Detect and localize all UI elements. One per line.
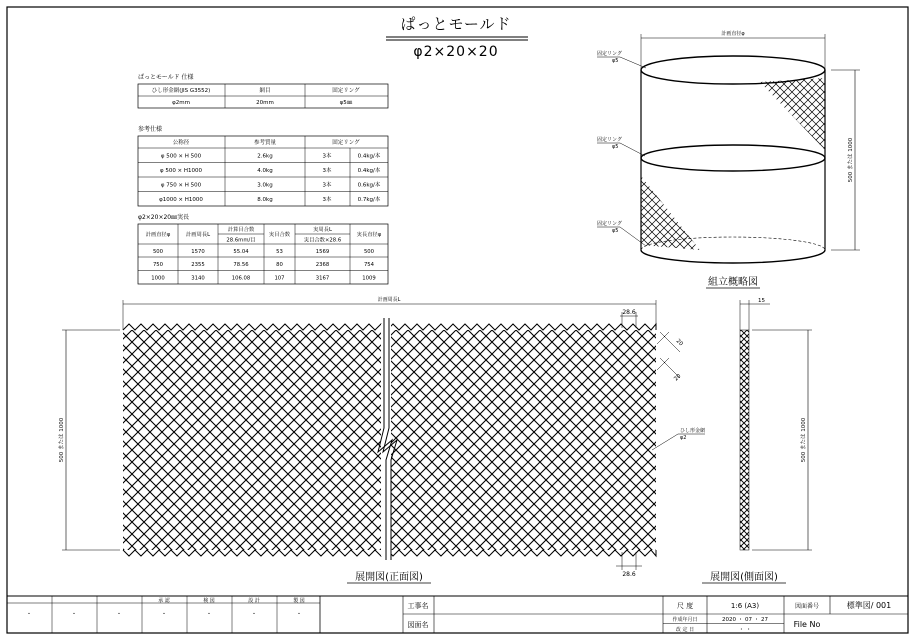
side-height-label: 500 または 1000 bbox=[801, 417, 807, 463]
front-width-label: 計画周長L bbox=[377, 297, 401, 303]
approval-dot: ・ bbox=[115, 611, 123, 618]
side-thickness-label: 15 bbox=[758, 298, 765, 304]
file-number-label: File No bbox=[793, 620, 821, 629]
calc-cell: 1000 bbox=[151, 275, 165, 282]
approval-dot: ・ bbox=[160, 611, 168, 618]
ref-cell: φ1000 × H1000 bbox=[159, 197, 203, 203]
scale-value: 1:6 (A3) bbox=[730, 602, 760, 610]
calc-header: 計算目合数 bbox=[227, 227, 255, 233]
approval-header: 製 図 bbox=[293, 598, 305, 604]
calc-cell: 754 bbox=[363, 262, 375, 268]
ref-header-size: 公称径 bbox=[172, 140, 190, 146]
ref-cell: 3.0kg bbox=[257, 182, 273, 189]
front-pitch-top: 28.6 bbox=[622, 309, 636, 316]
calc-cell: 106.08 bbox=[231, 275, 251, 282]
calc-header: 実目合数 bbox=[268, 232, 291, 238]
calc-cell: 1569 bbox=[315, 249, 330, 255]
calc-header: 実長直径φ bbox=[356, 232, 382, 238]
drawing-subtitle: φ2×20×20 bbox=[413, 44, 499, 60]
calc-cell: 1570 bbox=[191, 249, 205, 255]
ref-cell: 0.4kg/本 bbox=[357, 168, 381, 174]
ref-cell: 8.0kg bbox=[257, 197, 273, 203]
mesh-hatch-lower bbox=[641, 176, 700, 250]
front-mesh-size-2: 20 bbox=[673, 373, 683, 383]
front-pitch-bottom: 28.6 bbox=[622, 571, 636, 578]
ref-cell: 0.4kg/本 bbox=[357, 153, 381, 160]
spec-header-mesh: 網目 bbox=[259, 88, 271, 94]
cylinder-middle-ring bbox=[641, 145, 825, 171]
front-height-label: 500 または 1000 bbox=[59, 417, 65, 463]
front-mesh-size-1: 20 bbox=[674, 338, 684, 348]
calc-cell: 80 bbox=[276, 262, 283, 268]
calc-subheader: 28.6mm/目 bbox=[226, 237, 256, 244]
calc-cell: 53 bbox=[276, 249, 283, 255]
spec-cell-mesh: 20mm bbox=[256, 100, 274, 106]
side-caption: 展開図(側面図) bbox=[710, 572, 778, 583]
calc-header: 計画直径φ bbox=[145, 232, 171, 238]
reference-table bbox=[138, 125, 388, 206]
ref-cell: 3本 bbox=[322, 197, 332, 203]
calc-cell: 78.56 bbox=[233, 262, 249, 268]
assembly-caption: 組立概略図 bbox=[708, 277, 758, 288]
approval-header: 設 計 bbox=[248, 598, 260, 604]
calc-header: 実周長L bbox=[313, 227, 332, 233]
spec-cell-wire: φ2mm bbox=[172, 100, 190, 106]
front-wire-spec: φ2 bbox=[680, 435, 687, 441]
side-development-view bbox=[702, 298, 812, 583]
revised-date-value: ・ ・ bbox=[738, 627, 752, 633]
ref-table-caption: 参考仕様 bbox=[138, 126, 163, 133]
assembly-height-label: 500 または 1000 bbox=[848, 137, 854, 183]
front-caption: 展開図(正面図) bbox=[355, 572, 423, 583]
ref-cell: 3本 bbox=[322, 182, 332, 189]
ref-cell: 0.6kg/本 bbox=[357, 182, 381, 189]
calc-cell: 500 bbox=[363, 249, 375, 255]
approval-dot: ・ bbox=[70, 611, 78, 618]
assembly-diameter-label: 計画直径φ bbox=[721, 31, 745, 37]
calc-cell: 3140 bbox=[191, 275, 205, 282]
spec-cell-ring: φ5㎜ bbox=[339, 100, 353, 106]
ref-cell: 3本 bbox=[322, 153, 332, 160]
approval-header: 承 認 bbox=[158, 598, 170, 604]
drawing-name-label: 図面名 bbox=[407, 621, 429, 629]
ref-header-ring: 固定リング bbox=[332, 140, 360, 146]
project-label: 工事名 bbox=[407, 602, 429, 610]
ref-header-mass: 参考質量 bbox=[253, 140, 277, 146]
created-date-label: 作成年月日 bbox=[672, 617, 698, 623]
assembly-sketch bbox=[597, 30, 860, 288]
spec-header-ring: 固定リング bbox=[332, 88, 360, 94]
cylinder-bottom-ring bbox=[641, 250, 825, 263]
calc-header: 計画周長L bbox=[185, 232, 211, 238]
ref-cell: φ 750 × H 500 bbox=[160, 182, 202, 189]
drawing-number-value: 標準図/ 001 bbox=[846, 601, 892, 610]
spec-table-caption: ぱっとモールド 仕様 bbox=[138, 74, 194, 81]
calc-cell: 750 bbox=[152, 262, 164, 268]
ring-label-middle: 固定リング bbox=[597, 137, 622, 143]
ref-cell: φ 500 × H1000 bbox=[159, 168, 203, 174]
drawing-title: ぱっとモールド bbox=[400, 15, 512, 33]
approval-dot: ・ bbox=[25, 611, 33, 618]
front-wire-label: ひし形金網 bbox=[680, 428, 706, 434]
ref-cell: φ 500 × H 500 bbox=[160, 153, 202, 160]
front-development-view bbox=[58, 296, 705, 583]
calc-cell: 107 bbox=[274, 275, 285, 282]
approval-dot: ・ bbox=[205, 611, 213, 618]
scale-label: 尺 度 bbox=[676, 602, 694, 610]
approval-header: 検 図 bbox=[203, 598, 215, 604]
ring-spec-top: φ5 bbox=[612, 58, 619, 64]
calc-cell: 55.04 bbox=[233, 249, 249, 255]
ref-cell: 3本 bbox=[322, 168, 332, 174]
calc-cell: 3167 bbox=[315, 275, 330, 282]
title-block bbox=[7, 596, 908, 633]
spec-table bbox=[138, 73, 388, 108]
calc-cell: 500 bbox=[152, 249, 164, 255]
ring-spec-middle: φ5 bbox=[612, 144, 619, 150]
mesh-hatch-upper bbox=[760, 78, 825, 150]
ref-cell: 0.7kg/本 bbox=[357, 197, 381, 203]
ref-cell: 2.6kg bbox=[257, 153, 273, 160]
approval-dot: ・ bbox=[295, 611, 303, 618]
ring-spec-bottom: φ5 bbox=[612, 228, 619, 234]
ring-label-top: 固定リング bbox=[597, 51, 622, 57]
approval-dot: ・ bbox=[250, 611, 258, 618]
ref-cell: 4.0kg bbox=[257, 168, 273, 174]
revised-date-label: 改 定 日 bbox=[675, 627, 695, 633]
calc-table-caption: φ2×20×20㎜実長 bbox=[138, 214, 190, 221]
calc-cell: 1009 bbox=[362, 275, 376, 282]
calc-cell: 2355 bbox=[191, 262, 205, 268]
drawing-number-label: 図面番号 bbox=[794, 603, 820, 610]
cylinder-top-ring bbox=[641, 56, 825, 84]
calc-cell: 2368 bbox=[315, 262, 330, 268]
spec-header-wire: ひし形金網(JIS G3552) bbox=[151, 88, 211, 94]
calculation-table bbox=[138, 213, 388, 284]
created-date-value: 2020 ・ 07 ・ 27 bbox=[722, 617, 768, 623]
ring-label-bottom: 固定リング bbox=[597, 221, 622, 227]
title-block-main bbox=[386, 15, 528, 60]
calc-subheader: 実目合数×28.6 bbox=[303, 237, 342, 244]
side-mesh bbox=[740, 330, 749, 550]
